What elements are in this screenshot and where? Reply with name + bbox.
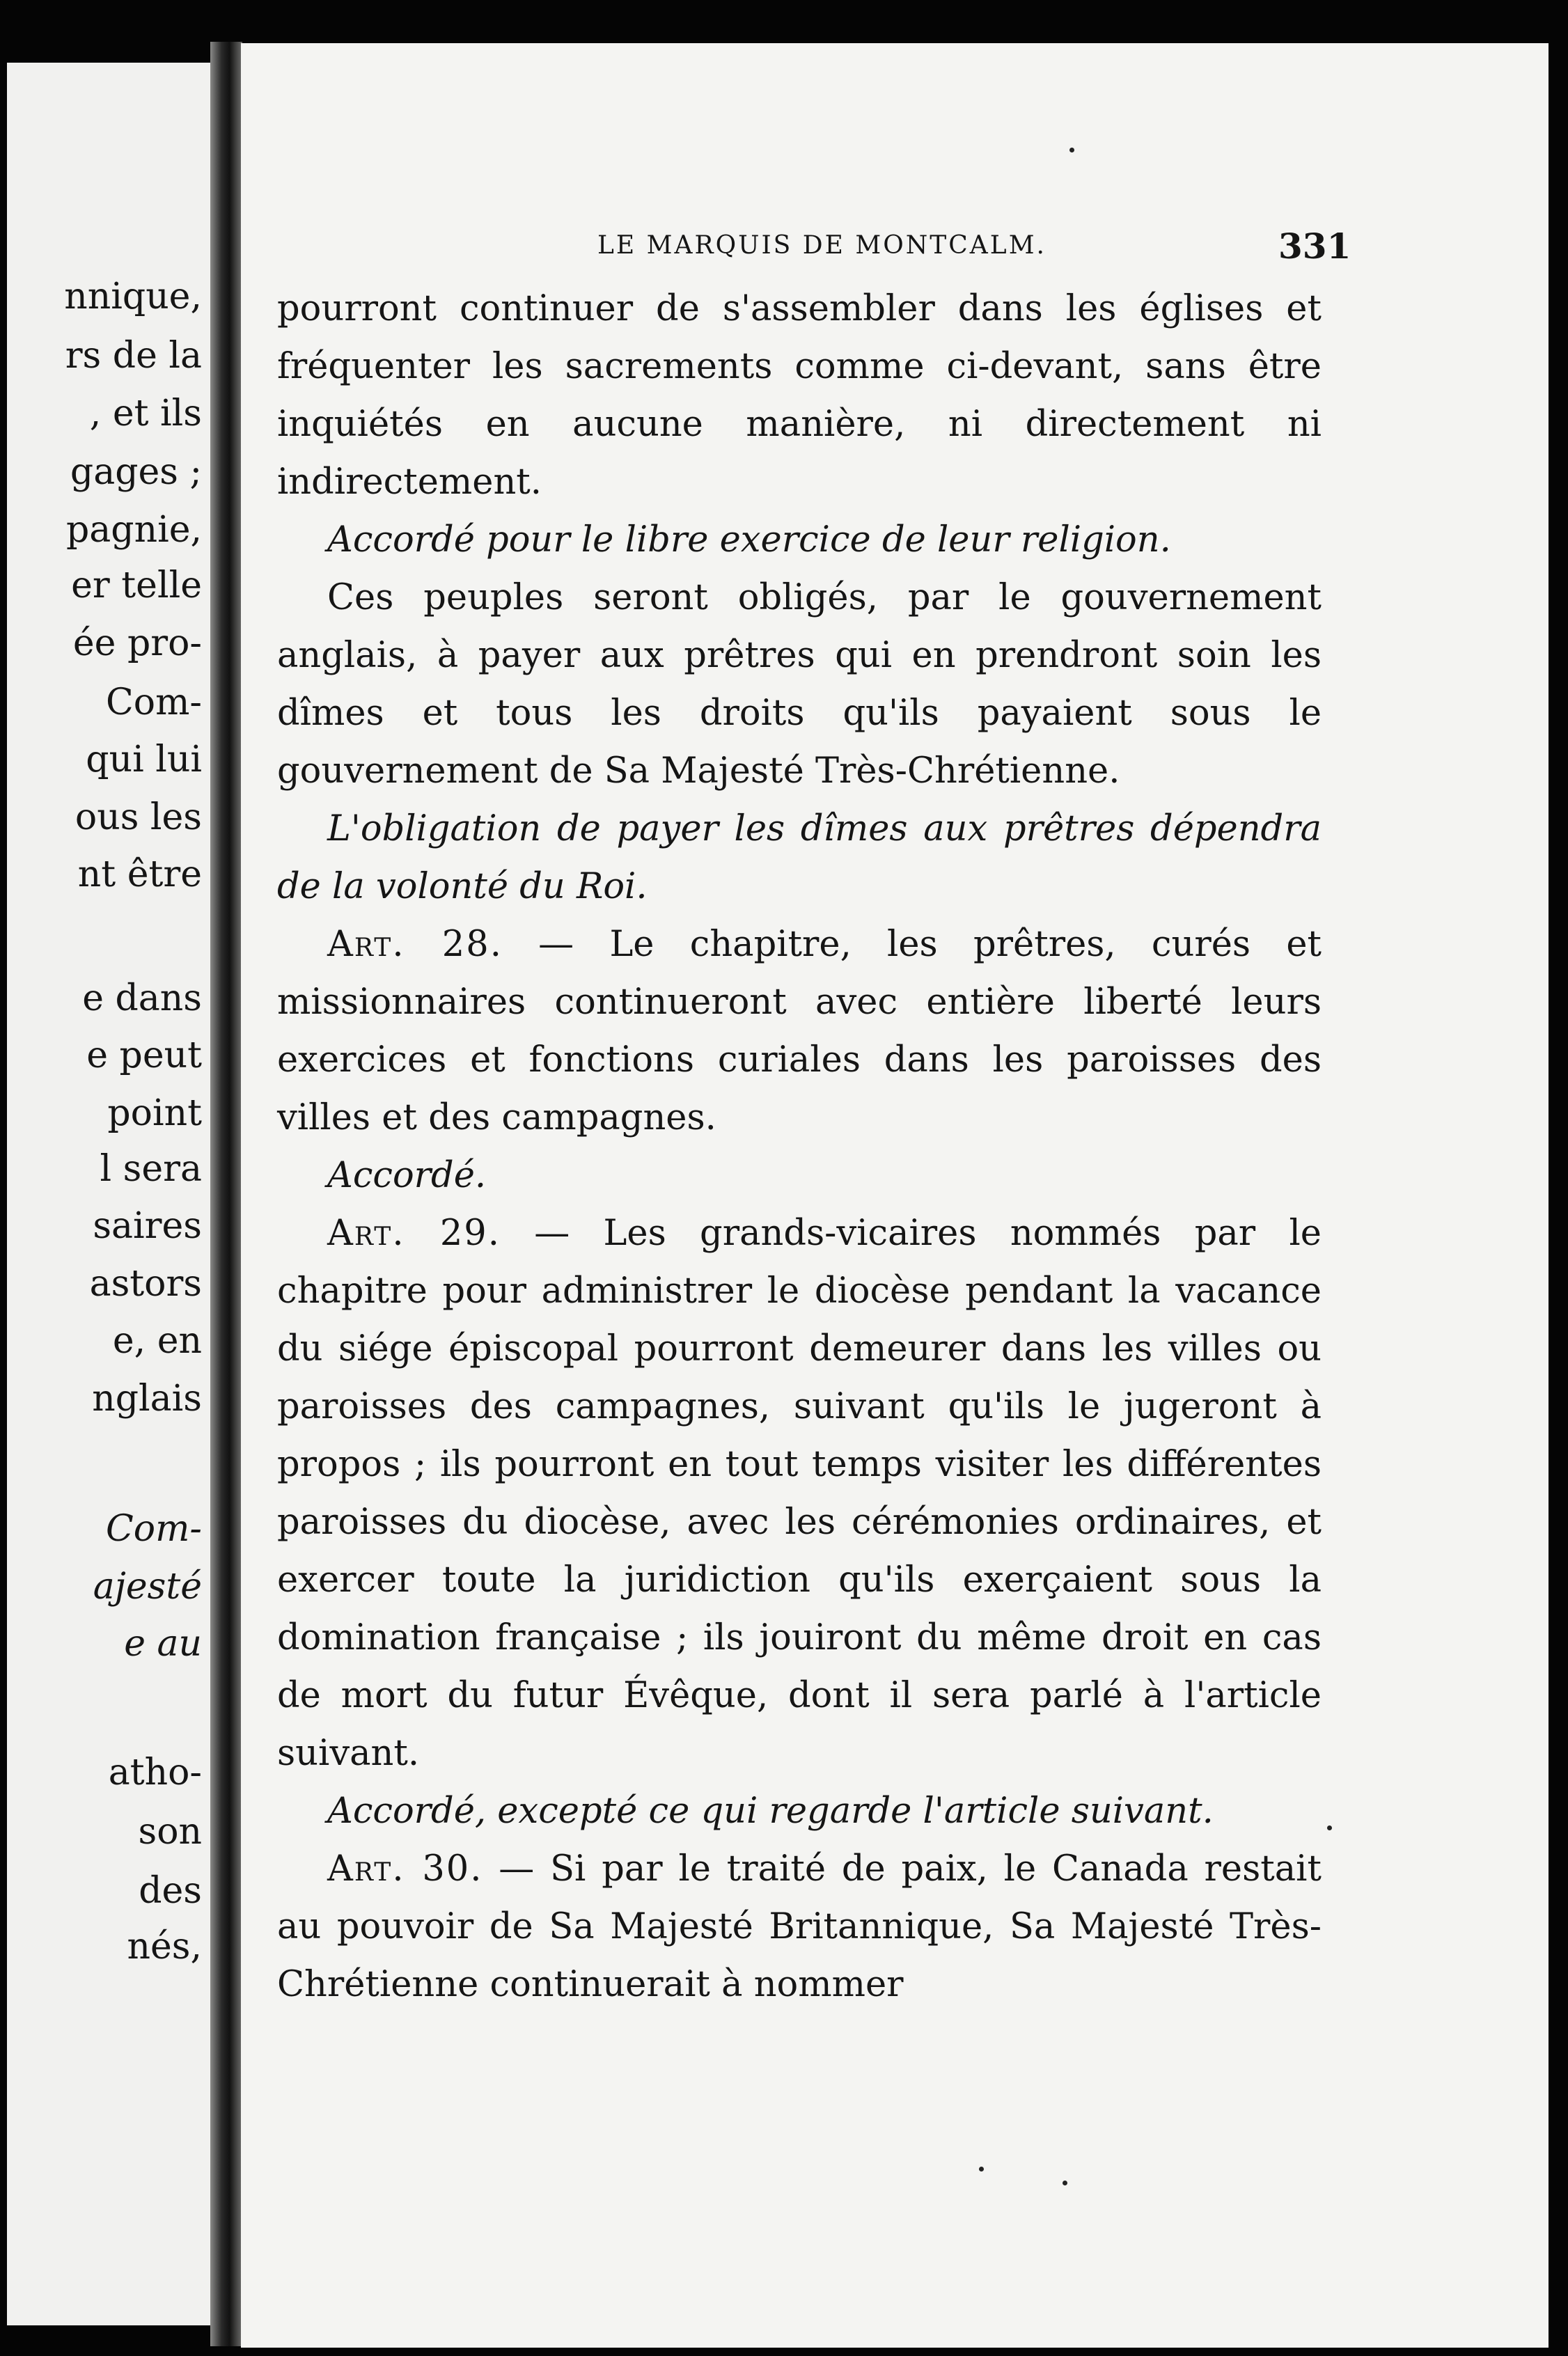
right-page — [241, 43, 1549, 2348]
left-page-text-fragment: rs de la — [65, 335, 202, 377]
left-page-text-fragment: e au — [124, 1623, 202, 1665]
article-text: — Si par le traité de paix, le Canada restait au pouvoir de Sa Majesté Britannique, Sa Majesté Très-Chrétienne continuerait à nommer — [277, 1848, 1322, 2005]
left-page-text-fragment: l sera — [100, 1148, 202, 1190]
left-page-text-fragment: saires — [93, 1205, 202, 1247]
left-page-text-fragment: gages ; — [70, 451, 202, 493]
left-page-text-fragment: Com- — [106, 1508, 202, 1550]
page-number: 331 — [1278, 226, 1351, 267]
left-page-text-fragment: , et ils — [89, 393, 202, 434]
paragraph: Ces peuples seront obligés, par le gouvernement anglais, à payer aux prêtres qui en prendront soin les dîmes et tous les droits qu'ils payaient sous le gouvernement de Sa Majesté Très-Chrétienne. — [277, 577, 1322, 792]
running-head: LE MARQUIS DE MONTCALM. — [597, 231, 1046, 260]
paragraph: pourront continuer de s'assembler dans les églises et fréquenter les sacrements comme ci-devant, sans être inquiétés en aucune manière, ni directement ni indirectement. — [277, 288, 1322, 503]
reply-paragraph: Accordé pour le libre exercice de leur religion. — [327, 519, 1171, 560]
left-page-text-fragment: e dans — [82, 977, 202, 1019]
left-page-text-fragment: son — [138, 1811, 202, 1853]
left-page-text-fragment: atho- — [108, 1752, 202, 1793]
left-page-text-fragment: nt être — [77, 854, 202, 895]
ink-speck — [1327, 1825, 1332, 1830]
left-page-text-fragment: ajesté — [93, 1566, 202, 1608]
left-page-text-fragment: ous les — [75, 796, 202, 838]
article-number: Art. 29. — [327, 1213, 501, 1254]
ink-speck — [1069, 148, 1074, 152]
article-number: Art. 28. — [327, 924, 503, 965]
left-page-text-fragment: ée pro- — [72, 622, 202, 664]
page-body — [277, 280, 1322, 2013]
left-page-text-fragment: pagnie, — [66, 509, 202, 551]
article-paragraph — [277, 916, 1322, 1147]
left-page-text-fragment: er telle — [71, 565, 202, 606]
reply-paragraph: Accordé, excepté ce qui regarde l'article suivant. — [327, 1791, 1214, 1832]
article-paragraph — [277, 1840, 1322, 2013]
ink-speck — [1063, 2181, 1067, 2185]
left-page-text-fragment: nglais — [92, 1378, 202, 1420]
left-page-text-fragment: nnique, — [64, 276, 202, 317]
left-page-text-fragment: e peut — [86, 1035, 202, 1076]
ink-speck — [979, 2167, 984, 2172]
left-page-text-fragment: e, en — [112, 1320, 202, 1362]
left-page-text-fragment: des — [139, 1870, 202, 1912]
left-page-text-fragment: nés, — [127, 1926, 202, 1968]
left-page-text-fragment: Com- — [106, 682, 202, 723]
article-text: — Les grands-vicaires nommés par le chapitre pour administrer le diocèse pendant la vacance du siége épiscopal pourront demeurer dans les villes ou paroisses des campagnes, suivant qu'ils le jugeront à propos ; ils pourront en tout temps visiter les différentes paroisses du diocèse, avec les cérémonies ordinaires, et exercer toute la juridiction qu'ils exerçaient sous la domination française ; ils jouiront du même droit en cas de mort du futur Évêque, dont il sera parlé à l'article suivant. — [277, 1213, 1322, 1774]
left-page-fragment — [7, 63, 210, 2325]
reply-paragraph: L'obligation de payer les dîmes aux prêtres dépendra de la volonté du Roi. — [277, 808, 1322, 907]
article-text: — Le chapitre, les prêtres, curés et missionnaires continueront avec entière liberté leurs exercices et fonctions curiales dans les paroisses des villes et des campagnes. — [277, 924, 1322, 1138]
left-page-text-fragment: astors — [89, 1263, 202, 1305]
article-number: Art. 30. — [327, 1848, 483, 1890]
reply-paragraph: Accordé. — [327, 1155, 487, 1196]
book-gutter — [210, 42, 242, 2346]
left-page-text-fragment: point — [107, 1092, 202, 1134]
left-page-text-fragment: qui lui — [86, 739, 202, 780]
article-paragraph — [277, 1204, 1322, 1782]
